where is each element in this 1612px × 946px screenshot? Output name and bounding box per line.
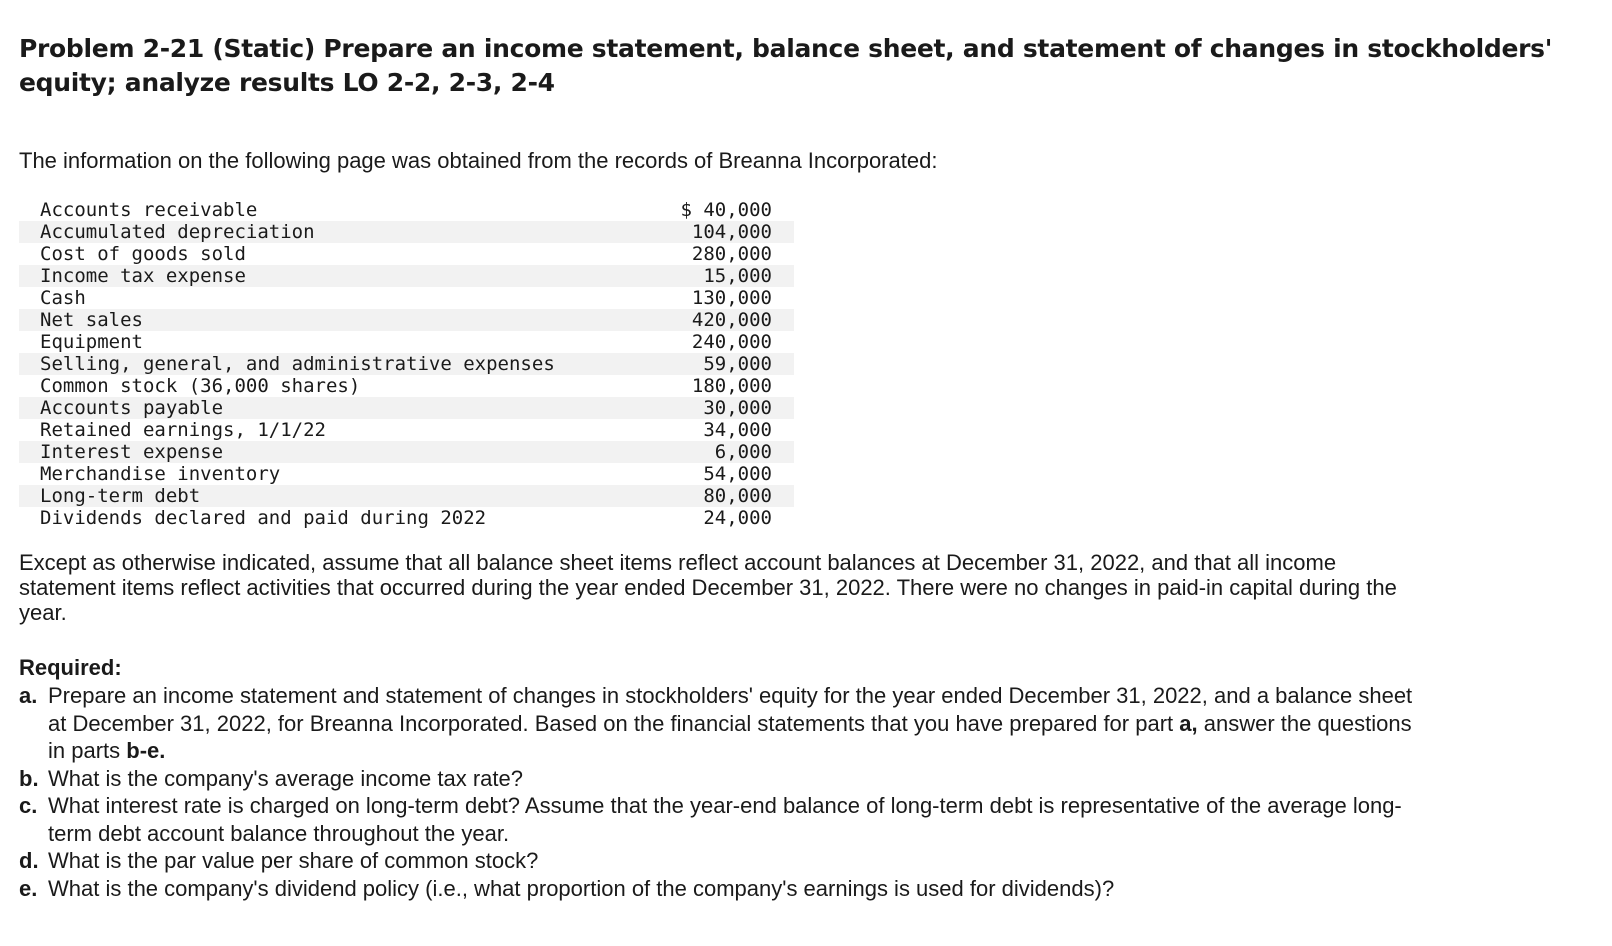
item-e-text: What is the company's dividend policy (i.e., what proportion of the company's earnings is used for dividends)?: [48, 875, 1115, 901]
record-label: Common stock (36,000 shares): [40, 375, 361, 397]
item-a-mid-text: answer the questions in parts: [48, 710, 1412, 763]
record-amount: 59,000: [652, 353, 794, 375]
item-d-text: What is the par value per share of common stock?: [48, 848, 539, 873]
record-label: Accounts receivable: [40, 199, 258, 221]
required-list: [19, 682, 1419, 902]
record-row: [19, 353, 794, 375]
record-row: [19, 507, 794, 529]
record-amount: 80,000: [652, 485, 794, 507]
item-letter: e.: [19, 875, 38, 901]
problem-title: Problem 2-21 (Static) Prepare an income statement, balance sheet, and statement of changes in stockholders' equity; analyze results LO 2-2, 2-3, 2-4: [19, 34, 1553, 97]
record-row: [19, 287, 794, 309]
record-amount: 104,000: [652, 221, 794, 243]
record-label: Dividends declared and paid during 2022: [40, 507, 487, 529]
item-letter: b.: [19, 765, 39, 791]
item-a-bold-part: a,: [1179, 710, 1198, 736]
record-amount: 180,000: [691, 375, 772, 397]
required-item-d: [19, 847, 1419, 875]
assumption-text: Except as otherwise indicated, assume that all balance sheet items reflect account balances at December 31, 2022, and that all income statement items reflect activities that occurred during the year ended December 31, 2022. There were no changes in paid-in capital during the year.: [19, 550, 1397, 625]
item-b-text: What is the company's average income tax rate?: [48, 765, 523, 791]
record-row: [19, 243, 794, 265]
record-row: [19, 419, 794, 441]
required-item-b: [19, 765, 1419, 793]
record-row: [19, 309, 794, 331]
record-label: Equipment: [40, 331, 143, 353]
record-amount: $ 40,000: [680, 199, 772, 221]
required-item-e: [19, 875, 1419, 903]
item-letter: a.: [19, 683, 38, 708]
record-row: [19, 375, 794, 397]
record-amount: 15,000: [652, 265, 794, 287]
record-row: [19, 331, 794, 353]
record-row: [19, 221, 794, 243]
records-table: [19, 199, 794, 529]
intro-text: The information on the following page was obtained from the records of Breanna Incorporated:: [19, 148, 938, 173]
record-amount: 30,000: [652, 397, 794, 419]
required-item-c: [19, 792, 1419, 847]
record-row: [19, 199, 794, 221]
problem-page: [19, 32, 1579, 901]
record-label: Retained earnings, 1/1/22: [40, 419, 326, 441]
record-amount: 24,000: [703, 507, 772, 529]
required-heading: Required:: [19, 655, 122, 680]
record-label: Long-term debt: [19, 485, 652, 507]
record-amount: 6,000: [652, 441, 794, 463]
record-label: Merchandise inventory: [40, 463, 281, 485]
item-letter: d.: [19, 848, 39, 873]
record-label: Accounts payable: [19, 397, 652, 419]
record-row: [19, 463, 794, 485]
item-letter: c.: [19, 793, 38, 818]
record-label: Selling, general, and administrative expenses: [19, 353, 652, 375]
record-label: Income tax expense: [19, 265, 652, 287]
item-a-bold-parts: b-e.: [126, 738, 166, 763]
item-c-text: What interest rate is charged on long-term debt? Assume that the year-end balance of long-term debt is representative of the average long-term debt account balance throughout the year.: [48, 793, 1402, 846]
record-label: Cost of goods sold: [40, 243, 246, 265]
record-row: [19, 397, 794, 419]
record-label: Accumulated depreciation: [19, 221, 652, 243]
record-row: [19, 485, 794, 507]
item-a-text: Prepare an income statement and statement of changes in stockholders' equity for the year ended December 31, 2022, and a balance sheet at December 31, 2022, for Breanna Incorporated. Based on the financial statements that you have prepared for part: [48, 683, 1413, 736]
record-amount: 130,000: [691, 287, 772, 309]
record-label: Cash: [40, 287, 86, 309]
record-amount: 280,000: [691, 243, 772, 265]
record-amount: 34,000: [703, 419, 772, 441]
required-item-a: [19, 682, 1419, 765]
record-amount: 420,000: [652, 309, 794, 331]
record-label: Interest expense: [19, 441, 652, 463]
record-amount: 240,000: [691, 331, 772, 353]
record-row: [19, 265, 794, 287]
record-label: Net sales: [19, 309, 652, 331]
record-amount: 54,000: [703, 463, 772, 485]
record-row: [19, 441, 794, 463]
